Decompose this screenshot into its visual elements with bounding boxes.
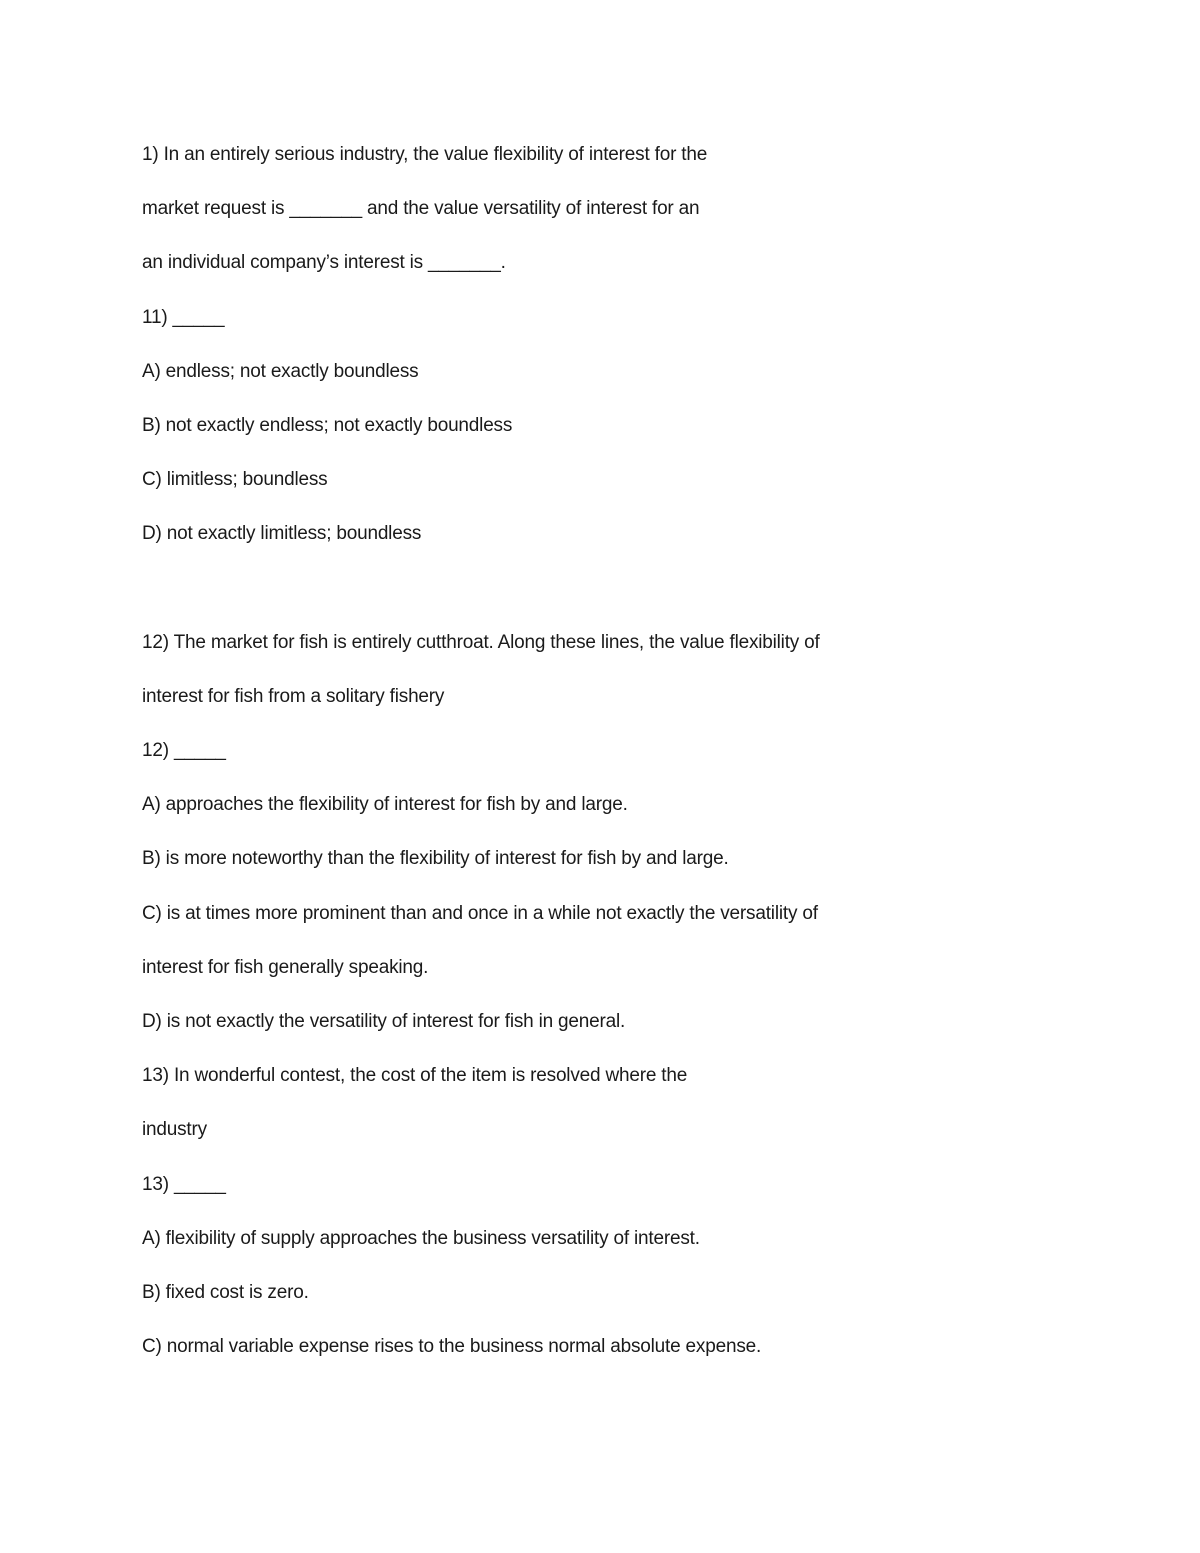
question-12-stem-line-2: interest for fish from a solitary fishery xyxy=(142,685,445,707)
question-spacer xyxy=(142,574,1042,628)
question-1-stem-line-2: market request is _______ and the value versatility of interest for an xyxy=(142,198,700,220)
question-13-answer-blank: 13) _____ xyxy=(142,1173,226,1195)
question-13-stem-line-2: industry xyxy=(142,1119,207,1141)
question-12-option-a: A) approaches the flexibility of interest for fish by and large. xyxy=(142,794,628,816)
question-13-stem-line-1: 13) In wonderful contest, the cost of the item is resolved where the xyxy=(142,1065,688,1087)
question-1-stem-line-3: an individual company’s interest is _______. xyxy=(142,252,506,274)
question-12-answer-blank: 12) _____ xyxy=(142,740,226,762)
question-13-option-c: C) normal variable expense rises to the business normal absolute expense. xyxy=(142,1336,762,1358)
question-12-option-b: B) is more noteworthy than the flexibility of interest for fish by and large. xyxy=(142,848,729,870)
question-1-answer-blank: 11) _____ xyxy=(142,306,225,328)
question-1-option-b: B) not exactly endless; not exactly boundless xyxy=(142,414,513,436)
question-13-option-a: A) flexibility of supply approaches the business versatility of interest. xyxy=(142,1227,700,1249)
question-12-stem-line-1: 12) The market for fish is entirely cutthroat. Along these lines, the value flexibility of xyxy=(142,631,820,653)
question-13-option-b: B) fixed cost is zero. xyxy=(142,1281,309,1303)
question-1-stem-line-1: 1) In an entirely serious industry, the value flexibility of interest for the xyxy=(142,144,708,165)
question-12-option-d: D) is not exactly the versatility of interest for fish in general. xyxy=(142,1011,626,1032)
question-1-option-d: D) not exactly limitless; boundless xyxy=(142,523,422,545)
question-1-option-a: A) endless; not exactly boundless xyxy=(142,360,419,382)
question-12-option-c-line-1: C) is at times more prominent than and once in a while not exactly the versatility of xyxy=(142,902,818,924)
question-12-option-c-line-2: interest for fish generally speaking. xyxy=(142,956,429,978)
question-1-option-c: C) limitless; boundless xyxy=(142,469,328,491)
document-body xyxy=(142,140,1042,1386)
